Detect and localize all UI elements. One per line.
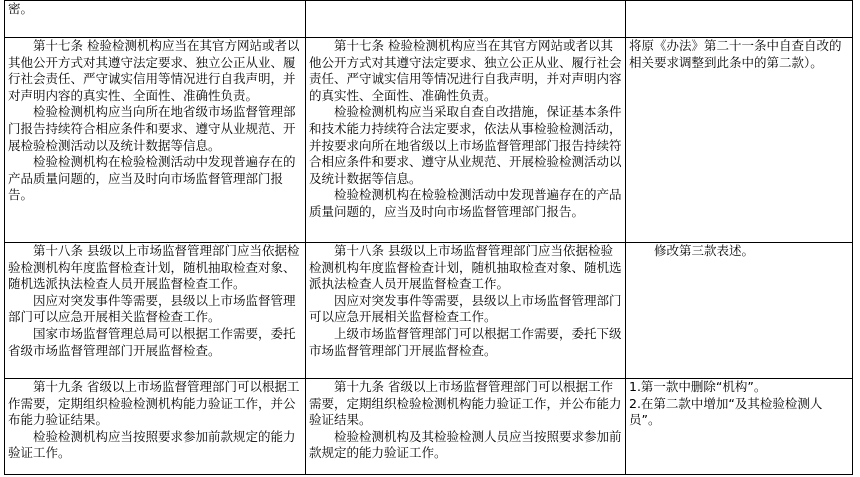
table-row <box>5 379 853 475</box>
original-text-cell <box>5 379 306 475</box>
paragraph: 因应对突发事件等需要，县级以上市场监督管理部门可以应急开展相关监督检查工作。 <box>309 292 622 325</box>
paragraph: 检验检测机构在检验检测活动中发现普遍存在的产品质量问题的，应当及时向市场监督管理部门报告。 <box>309 187 622 219</box>
paragraph: 检验检测机构应当按照要求参加前款规定的能力验证工作。 <box>8 428 296 461</box>
paragraph: 第十七条 检验检测机构应当在其官方网站或者以其他公开方式对其遵守法定要求、独立公正从业、履行社会责任、严守诚实信用等情况进行自我声明，并对声明内容的真实性、全面性、准确性负责。 <box>309 38 622 103</box>
list-item: 2.在第二款中增加“及其检验检测人员”。 <box>629 395 823 428</box>
paragraph: 检验检测机构及其检验检测人员应当按照要求参加前款规定的能力验证工作。 <box>309 428 622 461</box>
paragraph: 上级市场监督管理部门可以根据工作需要，委托下级市场监督管理部门开展监督检查。 <box>309 325 622 358</box>
original-text-cell <box>5 1 306 38</box>
table-row <box>5 1 853 38</box>
original-text-cell <box>5 243 306 379</box>
paragraph: 检验检测机构应当采取自查自改措施，保证基本条件和技术能力持续符合法定要求，依法从事检验检测活动，并按要求向所在地省级以上市场监督管理部门报告持续符合相应条件和要求、遵守从业规范、开展检验检测活动以及统计数据等信息。 <box>309 104 622 186</box>
revised-text-cell <box>306 1 626 38</box>
change-list <box>629 379 849 429</box>
paragraph: 第十八条 县级以上市场监督管理部门应当依据检验检测机构年度监督检查计划，随机抽取检查对象、随机选派执法检查人员开展监督检查工作。 <box>8 243 300 292</box>
note-cell <box>626 243 853 379</box>
paragraph: 密。 <box>8 1 34 16</box>
comparison-table <box>4 0 853 475</box>
revised-text-cell <box>306 243 626 379</box>
revised-text-cell <box>306 379 626 475</box>
note-cell <box>626 1 853 38</box>
paragraph: 将原《办法》第二十一条中自查自改的相关要求调整到此条中的第二款）。 <box>629 38 842 70</box>
table-row <box>5 243 853 379</box>
note-cell <box>626 38 853 243</box>
paragraph: 修改第三款表述。 <box>654 243 755 258</box>
revised-text-cell <box>306 38 626 243</box>
paragraph: 第十九条 省级以上市场监督管理部门可以根据工作需要，定期组织检验检测机构能力验证工作，并公布能力验证结果。 <box>8 379 300 428</box>
paragraph: 第十八条 县级以上市场监督管理部门应当依据检验检测机构年度监督检查计划，随机抽取检查对象、随机选派执法检查人员开展监督检查工作。 <box>309 243 622 292</box>
paragraph: 因应对突发事件等需要，县级以上市场监督管理部门可以应急开展相关监督检查工作。 <box>8 292 296 325</box>
paragraph: 国家市场监督管理总局可以根据工作需要，委托省级市场监督管理部门开展监督检查。 <box>8 325 296 358</box>
paragraph: 第十九条 省级以上市场监督管理部门可以根据工作需要，定期组织检验检测机构能力验证工作，并公布能力验证结果。 <box>309 379 622 428</box>
original-text-cell <box>5 38 306 243</box>
list-item: 1.第一款中删除“机构”。 <box>629 379 767 394</box>
paragraph: 检验检测机构在检验检测活动中发现普遍存在的产品质量问题的，应当及时向市场监督管理部门报告。 <box>8 154 296 203</box>
paragraph: 检验检测机构应当向所在地省级市场监督管理部门报告持续符合相应条件和要求、遵守从业规范、开展检验检测活动以及统计数据等信息。 <box>8 104 296 153</box>
table-row <box>5 38 853 243</box>
paragraph: 第十七条 检验检测机构应当在其官方网站或者以其他公开方式对其遵守法定要求、独立公正从业、履行社会责任、严守诚实信用等情况进行自我声明，并对声明内容的真实性、全面性、准确性负责。 <box>8 38 300 103</box>
note-cell <box>626 379 853 475</box>
